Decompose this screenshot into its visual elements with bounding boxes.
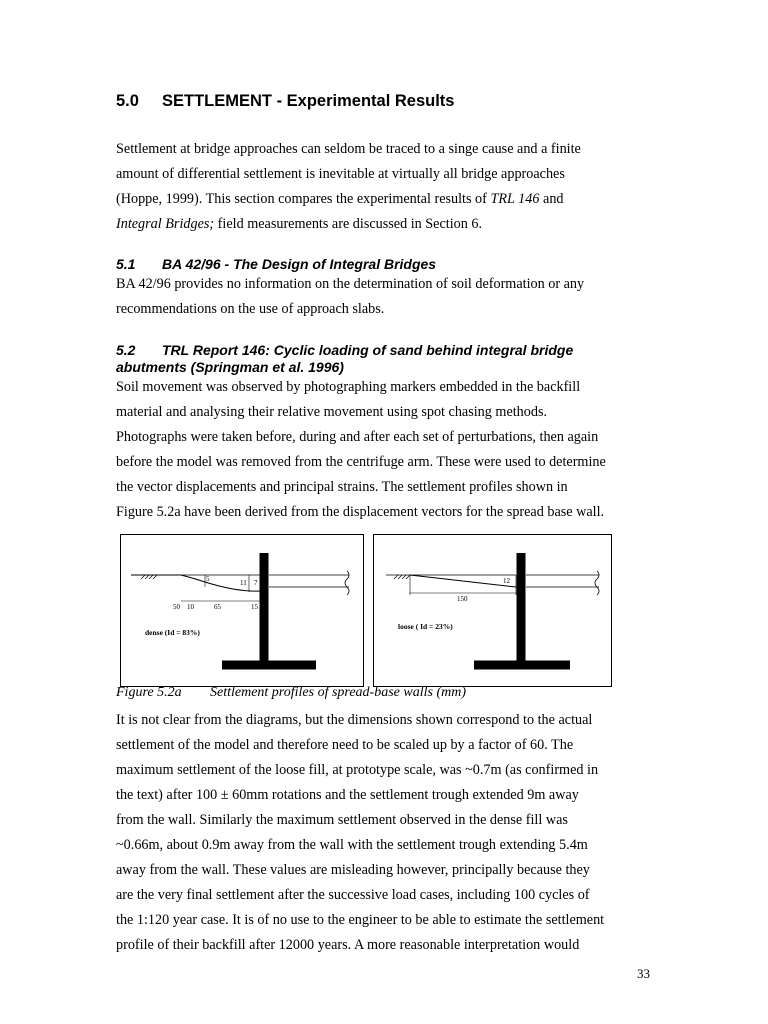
hatch-mark xyxy=(141,575,157,579)
page-number: 33 xyxy=(637,966,650,981)
subsection-heading-5-1 xyxy=(116,256,436,273)
subsection-number: 5.2 xyxy=(116,342,136,358)
text-line: settlement of the model and therefore need to be scaled up by a factor of 60. The xyxy=(116,737,574,753)
hatch-mark xyxy=(394,575,410,579)
dim-label: 150 xyxy=(457,595,468,603)
subsection-title-line: abutments (Springman et al. 1996) xyxy=(116,359,344,375)
intro-paragraph xyxy=(116,137,656,237)
text-line: maximum settlement of the loose fill, at prototype scale, was ~0.7m (as confirmed in xyxy=(116,762,599,778)
dim-label: 11 xyxy=(240,579,247,587)
text-line: the text) after 100 ± 60mm rotations and the settlement trough extended 9m away xyxy=(116,787,579,803)
text-run: (Hoppe, 1999). This section compares the experimental results of xyxy=(116,191,487,207)
section-number: 5.0 xyxy=(116,92,139,110)
paragraph-5-1 xyxy=(116,272,656,322)
figure-loose-profile xyxy=(373,534,612,687)
text-line: the vector displacements and principal strains. The settlement profiles shown in xyxy=(116,479,568,495)
text-line xyxy=(116,212,656,237)
text-line: material and analysing their relative movement using spot chasing methods. xyxy=(116,404,548,420)
figure-label: Figure 5.2a xyxy=(116,685,182,700)
text-line: amount of differential settlement is inevitable at virtually all bridge approaches xyxy=(116,166,565,182)
text-line: It is not clear from the diagrams, but the dimensions shown correspond to the actual xyxy=(116,712,593,728)
text-line: from the wall. Similarly the maximum settlement observed in the dense fill was xyxy=(116,812,568,828)
dim-label: 12 xyxy=(503,577,510,585)
figure-dense-profile xyxy=(120,534,364,687)
dim-label: 7 xyxy=(254,579,258,587)
settlement-profile xyxy=(410,575,516,587)
figure-caption-text: Settlement profiles of spread-base walls (mm) xyxy=(210,685,466,700)
dense-settlement-diagram xyxy=(121,535,363,686)
text-line: the 1:120 year case. It is of no use to the engineer to be able to estimate the settlement xyxy=(116,912,605,928)
text-line: Soil movement was observed by photographing markers embedded in the backfill xyxy=(116,379,581,395)
subsection-title: BA 42/96 - The Design of Integral Bridges xyxy=(162,256,437,272)
loose-settlement-diagram xyxy=(374,535,611,686)
dim-label: 15 xyxy=(251,603,258,611)
section-heading xyxy=(116,92,454,111)
paragraph-5-2 xyxy=(116,375,656,525)
soil-density-label: loose ( Id = 23%) xyxy=(398,622,453,631)
text-line: before the model was removed from the centrifuge arm. These were used to determine xyxy=(116,454,606,470)
break-mark xyxy=(595,571,599,595)
section-title: SETTLEMENT - Experimental Results xyxy=(162,92,455,110)
subsection-heading-5-2 xyxy=(116,342,573,376)
dim-label: 50 xyxy=(173,603,180,611)
report-reference: TRL 146 xyxy=(490,191,540,207)
text-line: away from the wall. These values are misleading however, principally because they xyxy=(116,862,590,878)
dim-label: 5 xyxy=(206,575,210,583)
report-reference: Integral Bridges; xyxy=(116,216,215,232)
subsection-number: 5.1 xyxy=(116,256,136,272)
settlement-profile xyxy=(181,575,260,591)
text-line: Settlement at bridge approaches can seldom be traced to a singe cause and a finite xyxy=(116,141,581,157)
soil-density-label: dense (Id = 83%) xyxy=(145,628,200,637)
dim-label: 10 xyxy=(187,603,194,611)
subsection-title-line: TRL Report 146: Cyclic loading of sand behind integral bridge xyxy=(162,342,574,358)
text-line: Figure 5.2a have been derived from the displacement vectors for the spread base wall. xyxy=(116,504,605,520)
text-line: BA 42/96 provides no information on the determination of soil deformation or any xyxy=(116,276,585,292)
dim-label: 65 xyxy=(214,603,221,611)
text-run: and xyxy=(539,191,564,207)
discussion-paragraph xyxy=(116,708,656,958)
text-line: recommendations on the use of approach slabs. xyxy=(116,301,385,317)
text-line: are the very final settlement after the successive load cases, including 100 cycles of xyxy=(116,887,590,903)
text-line: profile of their backfill after 12000 years. A more reasonable interpretation would xyxy=(116,937,580,953)
text-line: ~0.66m, about 0.9m away from the wall with the settlement trough extending 5.4m xyxy=(116,837,588,853)
text-line: Photographs were taken before, during and after each set of perturbations, then again xyxy=(116,429,599,445)
figure-caption xyxy=(116,685,466,701)
break-mark xyxy=(345,571,349,595)
text-run: field measurements are discussed in Section 6. xyxy=(214,216,483,232)
text-line xyxy=(116,187,656,212)
